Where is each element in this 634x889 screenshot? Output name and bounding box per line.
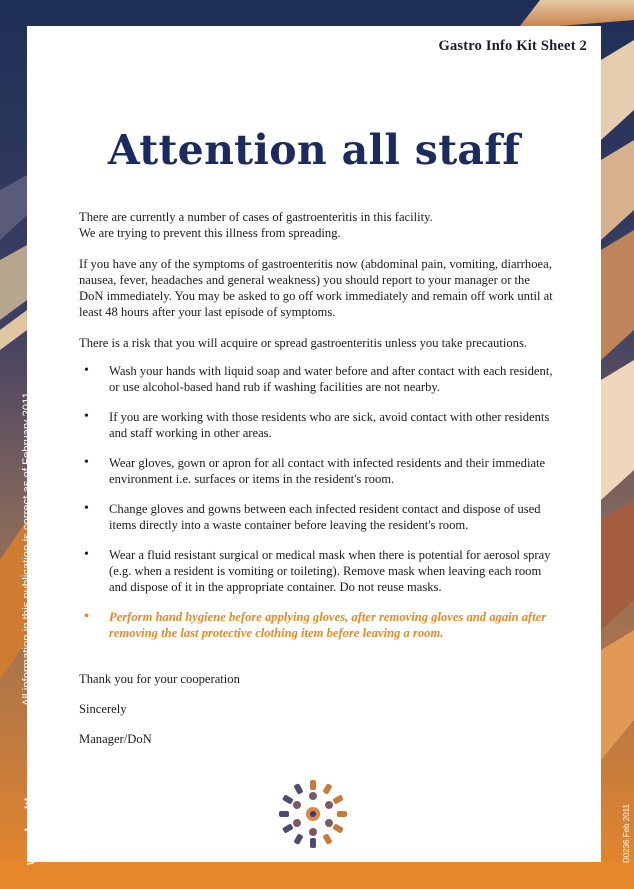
list-item [79,409,557,441]
list-item [79,363,557,395]
list-item-text: Change gloves and gowns between each infected resident contact and dispose of used items directly into a waste container before leaving the resident's room. [109,502,541,532]
precautions-list [79,363,557,641]
list-item-text: Wash your hands with liquid soap and water before and after contact with each resident, or use alcohol-based hand rub if washing facilities are not nearby. [109,364,553,394]
health-logo-icon [277,778,349,850]
list-item-text: If you are working with those residents who are sick, avoid contact with other residents and staff working in other areas. [109,410,550,440]
list-item [79,501,557,533]
info-sheet [27,26,601,862]
signature-line: Manager/DoN [79,732,152,746]
hand-hygiene-highlight [79,609,557,641]
list-item [79,547,557,595]
intro-line-2: We are trying to prevent this illness from spreading. [79,226,341,240]
intro-line-1: There are currently a number of cases of gastroenteritis in this facility. [79,210,433,224]
list-item-text: Perform hand hygiene before applying gloves, after removing gloves and again after removing the last protective clothing item before leaving a room. [109,610,547,640]
list-item-text: Wear a fluid resistant surgical or medical mask when there is potential for aerosol spray (e.g. when a resident is vomiting or toileting). Remove mask when leaving each room and dispose of it in the appropriate container. Do not reuse masks. [109,548,551,594]
risk-paragraph: There is a risk that you will acquire or spread gastroenteritis unless you take precautions. [79,336,527,350]
page-title: Attention all staff [107,126,521,174]
bullet-glyph: • [84,609,89,624]
website-url[interactable]: www.health.gov.au [22,748,37,865]
thanks-line: Thank you for your cooperation [79,672,240,686]
bullet-glyph: • [84,409,89,424]
bullet-glyph: • [84,363,89,378]
kit-sheet-label: Gastro Info Kit Sheet 2 [438,38,587,54]
list-item [79,455,557,487]
closing-block [79,671,557,747]
body-text [79,209,557,761]
sincerely-line: Sincerely [79,702,127,716]
publication-info: All information in this publication is correct as of February 2011 [21,392,33,706]
publication-code: D0236 Feb 2011 [622,803,631,863]
bullet-glyph: • [84,501,89,516]
symptoms-paragraph: If you have any of the symptoms of gastroenteritis now (abdominal pain, vomiting, diarrhoea, nausea, fever, headaches and general weakness) you should report to your manager or the DoN immediately. You may be asked to go off work immediately and remain off work until at least 48 hours after your last episode of symptoms. [79,257,553,319]
intro-paragraph [79,209,557,241]
bullet-glyph: • [84,547,89,562]
bullet-glyph: • [84,455,89,470]
list-item-text: Wear gloves, gown or apron for all contact with infected residents and their immediate environment i.e. surfaces or items in the resident's room. [109,456,546,486]
